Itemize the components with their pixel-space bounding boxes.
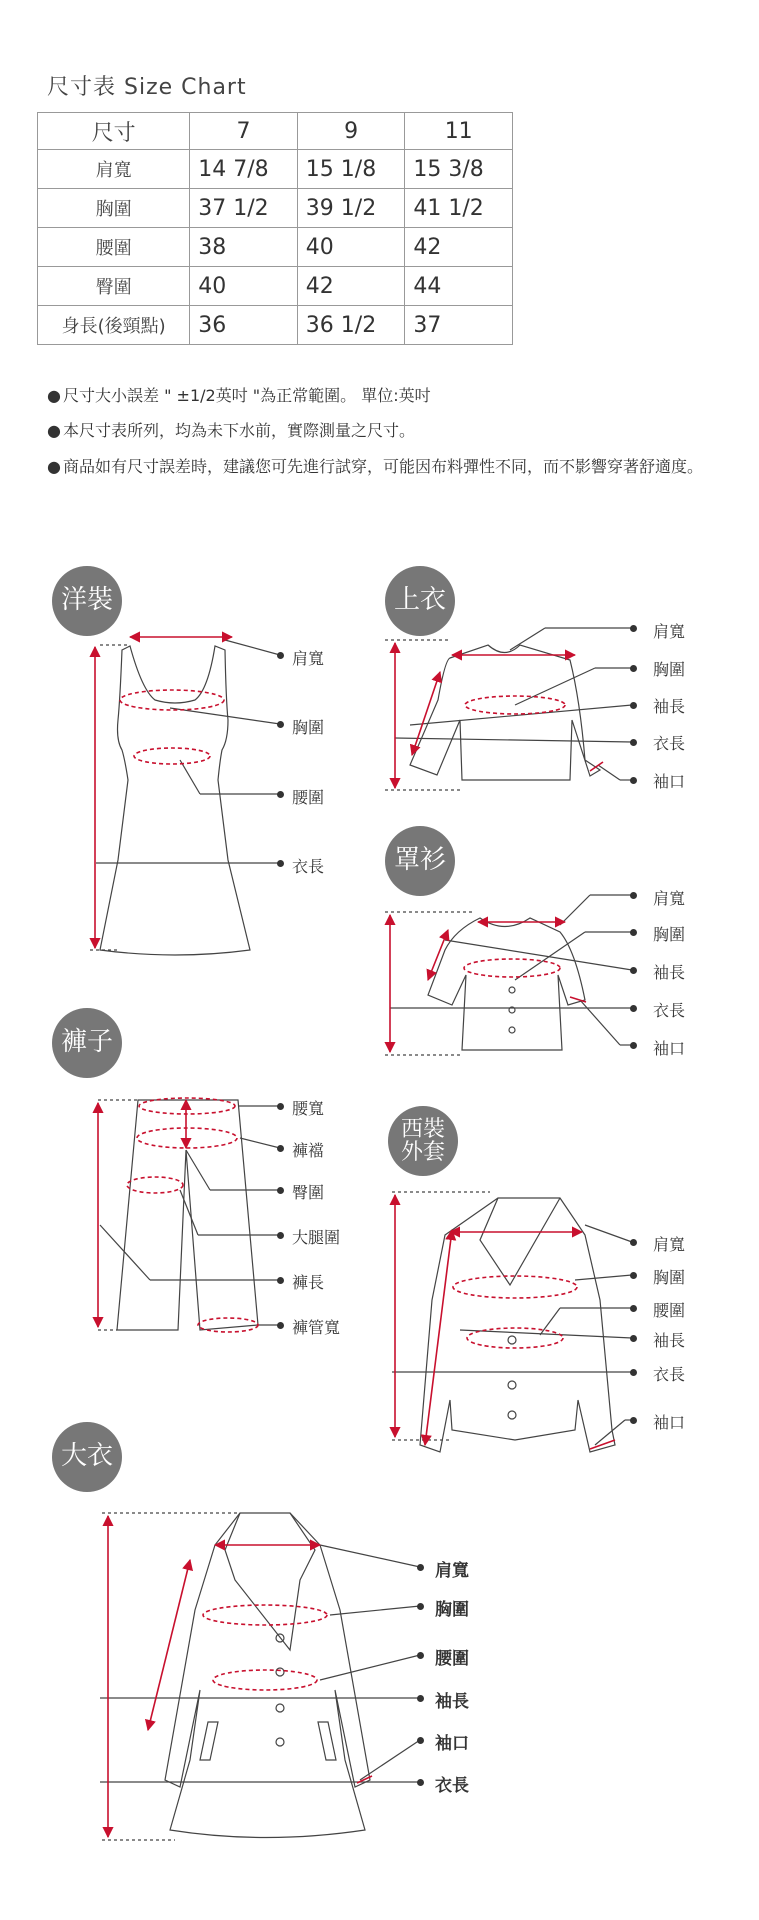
table-cell: 37 [405,306,513,345]
pants-label: 大腿圍 [292,1228,341,1247]
row-label: 肩寬 [38,150,190,189]
blouse-label: 衣長 [653,1001,686,1020]
pants-label: 褲襠 [292,1141,325,1160]
note-item: ● 本尺寸表所列，均為未下水前，實際測量之尺寸。 [47,421,416,441]
top-label: 胸圍 [653,660,686,679]
bullet-dot [417,1603,424,1610]
table-cell: 44 [405,267,513,306]
pants-label: 腰寬 [292,1099,325,1118]
table-cell: 14 7/8 [190,150,298,189]
pants-label: 褲管寬 [292,1318,341,1337]
bullet-dot [277,1277,284,1284]
bullet-dot [630,665,637,672]
pants-badge: 褲子 [52,1008,122,1078]
coat-label: 腰圍 [435,1649,469,1669]
suit-badge [388,1106,458,1176]
suit-label: 袖長 [653,1331,686,1350]
bullet-dot [277,1187,284,1194]
table-header-cell: 7 [190,113,298,150]
row-label: 臀圍 [38,267,190,306]
bullet-dot [630,1369,637,1376]
bullet-dot [630,1239,637,1246]
suit-badge-line2: 外套 [400,1140,445,1165]
bullet-dot [630,702,637,709]
table-cell: 40 [190,267,298,306]
bullet-dot [630,929,637,936]
row-label: 胸圍 [38,189,190,228]
bullet-dot [277,791,284,798]
blouse-label: 袖長 [653,963,686,982]
table-cell: 36 [190,306,298,345]
table-cell: 42 [297,267,405,306]
blouse-illustration [385,895,632,1055]
top-illustration [385,628,632,790]
bullet-dot [277,1322,284,1329]
suit-label: 腰圍 [653,1301,686,1320]
blouse-badge: 罩衫 [385,826,455,896]
dress-label: 肩寬 [292,649,325,668]
table-header-cell: 尺寸 [38,113,190,150]
bullet-dot [630,777,637,784]
coat-label: 肩寬 [435,1561,469,1581]
suit-label: 胸圍 [653,1268,686,1287]
table-cell: 42 [405,228,513,267]
blouse-label: 袖口 [653,1039,686,1058]
coat-label: 胸圍 [435,1600,469,1620]
bullet-dot [417,1695,424,1702]
pants-label: 臀圍 [292,1183,325,1202]
page-title: 尺寸表 Size Chart [47,75,247,100]
coat-label: 袖長 [435,1692,469,1712]
bullet-dot [277,860,284,867]
suit-label: 肩寬 [653,1235,686,1254]
bullet-dot [277,1103,284,1110]
dress-label: 衣長 [292,857,325,876]
bullet-dot [630,892,637,899]
bullet-dot [417,1652,424,1659]
bullet-dot [417,1737,424,1744]
dress-label: 胸圍 [292,718,325,737]
bullet-dot [630,1305,637,1312]
top-label: 袖長 [653,697,686,716]
bullet-dot [630,739,637,746]
bullet-dot [630,1005,637,1012]
table-cell: 41 1/2 [405,189,513,228]
bullet-dot [417,1779,424,1786]
table-cell: 15 3/8 [405,150,513,189]
top-label: 肩寬 [653,622,686,641]
dress-label: 腰圍 [292,788,325,807]
coat-illustration [100,1513,420,1840]
table-header-cell: 9 [297,113,405,150]
table-cell: 36 1/2 [297,306,405,345]
bullet-dot [417,1564,424,1571]
top-label: 袖口 [653,772,686,791]
table-header-cell: 11 [405,113,513,150]
coat-badge: 大衣 [52,1422,122,1492]
dress-badge: 洋裝 [52,566,122,636]
bullet-dot [277,1145,284,1152]
bullet-dot [630,625,637,632]
note-item: ● 商品如有尺寸誤差時，建議您可先進行試穿，可能因布料彈性不同，而不影響穿著舒適度。 [47,456,704,476]
bullet-dot [630,1042,637,1049]
table-cell: 38 [190,228,298,267]
coat-label: 衣長 [435,1776,469,1796]
pants-label: 褲長 [292,1273,325,1292]
dress-illustration [90,640,280,955]
table-cell: 37 1/2 [190,189,298,228]
bullet-dot [630,967,637,974]
bullet-dot [277,652,284,659]
blouse-label: 胸圍 [653,925,686,944]
top-badge: 上衣 [385,566,455,636]
bullet-dot [277,721,284,728]
bullet-dot [630,1335,637,1342]
blouse-label: 肩寬 [653,889,686,908]
row-label: 腰圍 [38,228,190,267]
bullet-dot [277,1232,284,1239]
suit-label: 袖口 [653,1413,686,1432]
coat-label: 袖口 [435,1734,469,1754]
note-item: ● 尺寸大小誤差 " ±1/2英吋 "為正常範圍。 單位:英吋 [47,386,431,405]
table-cell: 15 1/8 [297,150,405,189]
row-label: 身長(後頸點) [38,306,190,345]
table-cell: 39 1/2 [297,189,405,228]
bullet-dot [630,1272,637,1279]
bullet-dot [630,1417,637,1424]
pants-illustration [98,1100,280,1330]
top-label: 衣長 [653,734,686,753]
table-cell: 40 [297,228,405,267]
suit-badge-line1: 西裝 [400,1116,445,1142]
suit-illustration [392,1192,632,1452]
suit-label: 衣長 [653,1365,686,1384]
